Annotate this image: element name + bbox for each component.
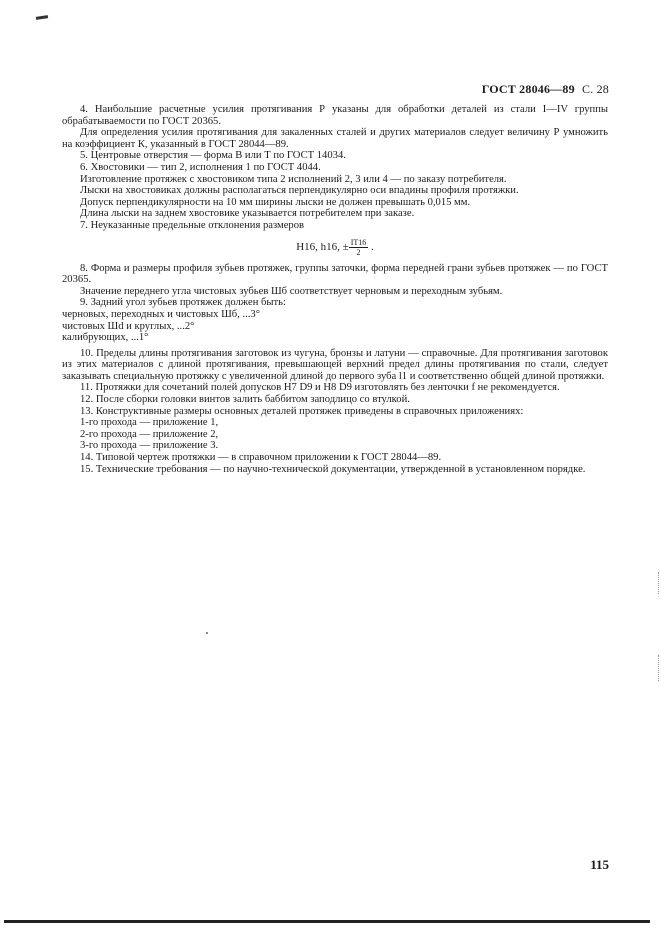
formula-fraction xyxy=(349,238,369,257)
paragraph: Длина лыски на заднем хвостовике указывается потребителем при заказе. xyxy=(80,208,415,220)
pass-item: 3-го прохода — приложение 3. xyxy=(80,440,219,452)
paragraph: 6. Хвостовики — тип 2, исполнения 1 по ГОСТ 4044. xyxy=(80,161,321,173)
pass-item: 1-го прохода — приложение 1, xyxy=(80,417,219,429)
paragraph: 15. Технические требования — по научно-технической документации, утвержденной в установленном порядке. xyxy=(80,463,586,475)
scan-speck xyxy=(206,632,208,634)
formula-denominator: 2 xyxy=(356,247,361,257)
formula-text: H16, h16, ± xyxy=(296,240,349,253)
paragraph: Значение переднего угла чистовых зубьев Шб соответствует черновым и переходным зубьям. xyxy=(80,285,503,297)
scan-mark xyxy=(36,15,48,20)
pass-item: 2-го прохода — приложение 2, xyxy=(80,428,219,440)
paragraph: 8. Форма и размеры профиля зубьев протяжек, группы заточки, форма передней грани зубьев протяжек — по ГОСТ 20365. xyxy=(62,262,608,286)
document-body xyxy=(62,104,608,475)
standard-number: ГОСТ 28046—89 xyxy=(481,82,575,96)
paragraph: 11. Протяжки для сочетаний полей допусков H7 D9 и H8 D9 изготовлять без ленточки f не рекомендуется. xyxy=(80,382,560,394)
paragraph: 12. После сборки головки винтов залить баббитом заподлицо со втулкой. xyxy=(80,394,410,406)
page-label: С. 28 xyxy=(581,82,609,96)
paragraph: 9. Задний угол зубьев протяжек должен быть: xyxy=(80,297,286,309)
paragraph: Допуск перпендикулярности на 10 мм ширины лыски не должен превышать 0,015 мм. xyxy=(80,196,471,208)
paragraph: 14. Типовой чертеж протяжки — в справочном приложении к ГОСТ 28044—89. xyxy=(80,452,442,464)
paragraph: Лыски на хвостовиках должны располагаться перпендикулярно оси впадины профиля протяжки. xyxy=(80,185,519,197)
scan-edge-marks xyxy=(658,655,660,681)
angle-item: чистовых Шd и круглых, ...2° xyxy=(62,320,195,332)
paragraph: 10. Пределы длины протягивания заготовок из чугуна, бронзы и латуни — справочные. Для протягивания заготовок из этих материалов с длиной протягивания, превышающей верхний предел длины протягивания по стали, следует заказывать специальную протяжку с увеличенной длиной до первого зуба l1 и соответственно общей длиной протяжки. xyxy=(62,347,608,382)
angle-item: калибрующих, ...1° xyxy=(62,332,149,344)
paragraph: 4. Наибольшие расчетные усилия протягивания Р указаны для обработки деталей из стали I—IV группы обрабатываемости по ГОСТ 20365. xyxy=(62,104,608,127)
bottom-edge-line xyxy=(4,920,650,923)
page-header xyxy=(482,82,609,97)
paragraph: 5. Центровые отверстия — форма В или Т по ГОСТ 14034. xyxy=(80,150,346,162)
scan-edge-marks xyxy=(658,572,660,594)
paragraph: Для определения усилия протягивания для закаленных сталей и других материалов следует величину Р умножить на коэффициент К, указанный в ГОСТ 28044—89. xyxy=(62,127,608,150)
tolerance-formula xyxy=(62,238,608,257)
angle-item: черновых, переходных и чистовых Шб, ...3° xyxy=(62,308,260,320)
formula-end: . xyxy=(371,240,374,253)
paragraph: 13. Конструктивные размеры основных деталей протяжек приведены в справочных приложениях: xyxy=(80,405,524,417)
paragraph: Изготовление протяжек с хвостовиком типа 2 исполнений 2, 3 или 4 — по заказу потребителя. xyxy=(80,173,507,185)
formula-numerator: IT16 xyxy=(350,237,367,247)
paragraph: 7. Неуказанные предельные отклонения размеров xyxy=(80,219,305,231)
page-number: 115 xyxy=(590,857,609,872)
